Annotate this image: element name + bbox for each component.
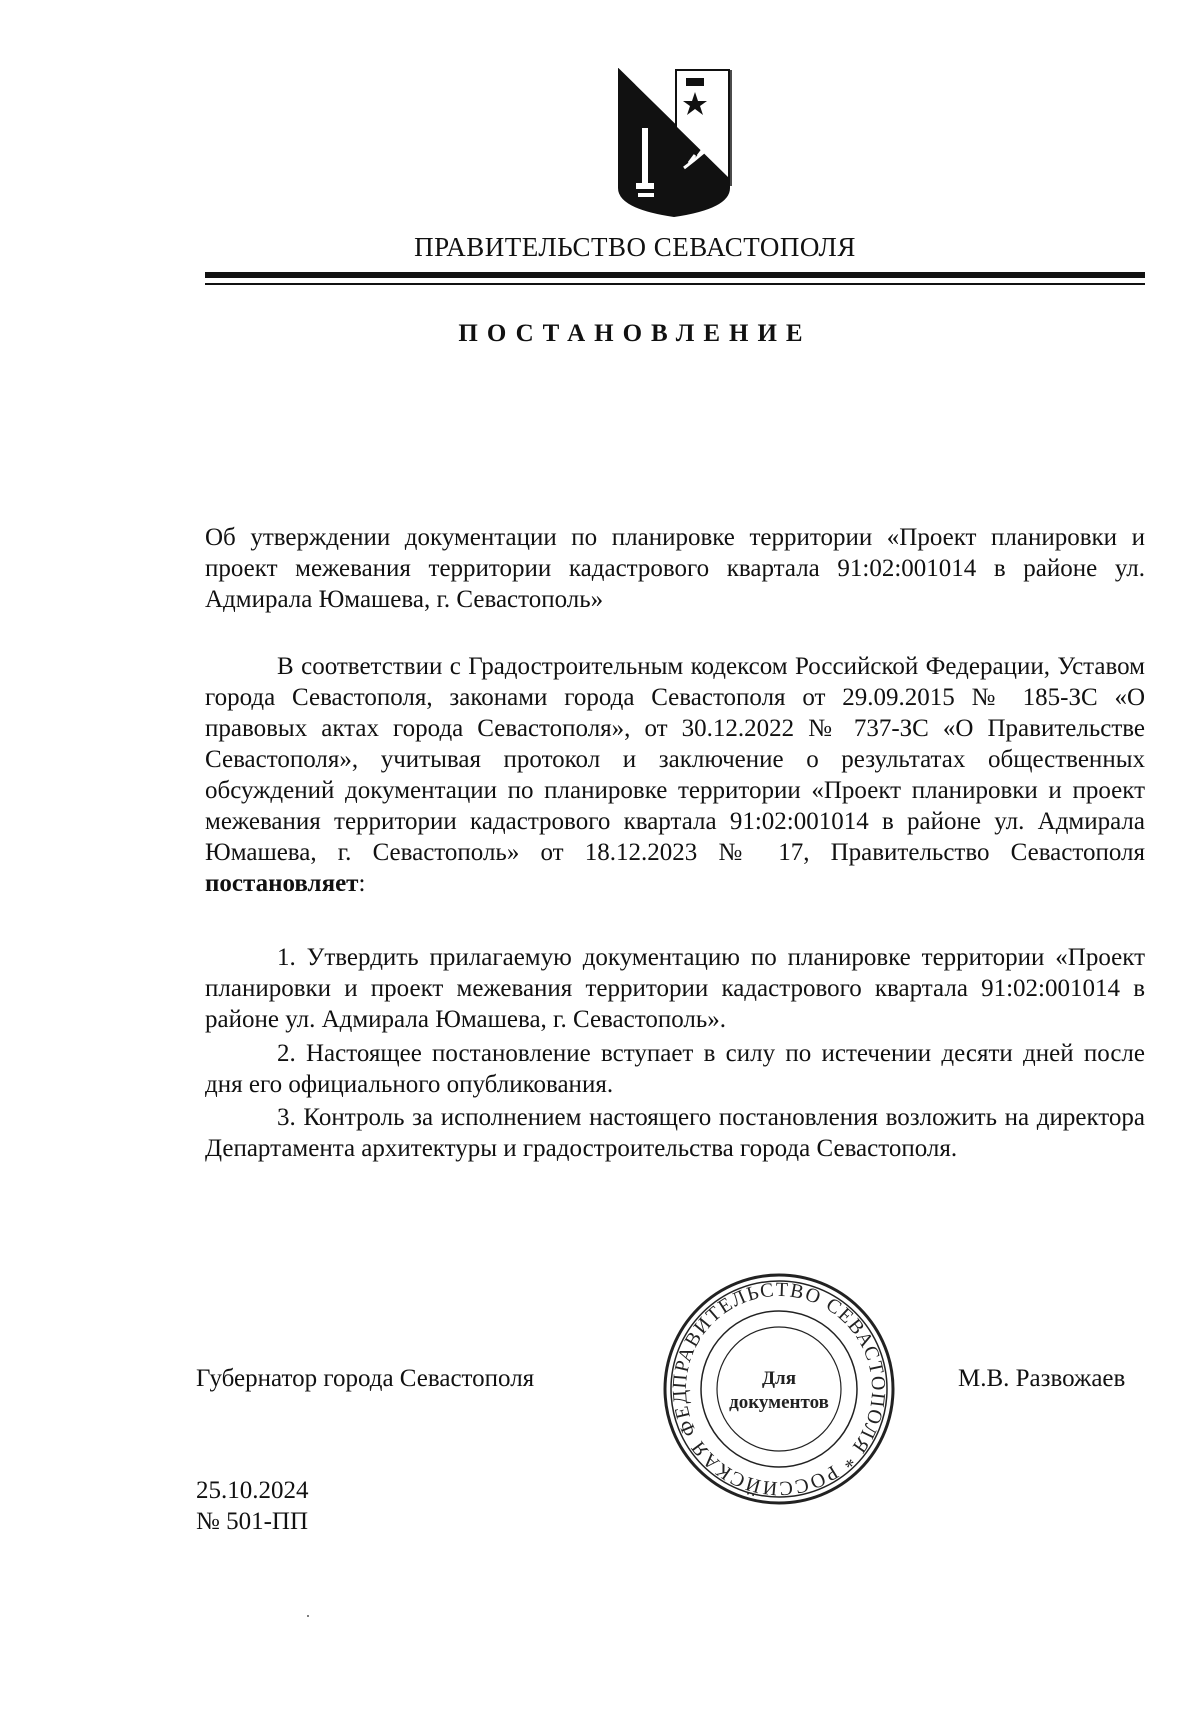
seal-center-line-2: документов — [729, 1392, 829, 1413]
resolution-item-1: 1. Утвердить прилагаемую документацию по планировке территории «Проект планировки и проект межевания территории кадастрового квартала 91:02:001014 в районе ул. Адмирала Юмашева, г. Севастополь». — [205, 944, 1145, 1033]
organization-header: ПРАВИТЕЛЬСТВО СЕВАСТОПОЛЯ — [414, 232, 856, 262]
seal-outer-text: ПРАВИТЕЛЬСТВО СЕВАСТОПОЛЯ * РОССИЙСКАЯ ФЕД — [668, 1278, 890, 1500]
signatory-name: М.В. Развожаев — [958, 1365, 1126, 1392]
document-subject: Об утверждении документации по планировке территории «Проект планировки и проект межевания территории кадастрового квартала 91:02:001014 в районе ул. Адмирала Юмашева, г. Севастополь» — [205, 524, 1145, 613]
signatory-title: Губернатор города Севастополя — [196, 1365, 535, 1392]
seal-center-line-1: Для — [761, 1368, 797, 1389]
resolves-word: постановляет — [205, 870, 359, 897]
scan-speck — [307, 1615, 309, 1617]
header-rule-thin — [205, 283, 1145, 285]
document-footer — [196, 1475, 309, 1537]
header-rule-thick — [205, 272, 1145, 278]
document-date: 25.10.2024 — [196, 1477, 309, 1504]
coat-of-arms-icon — [614, 68, 734, 220]
legal-basis-paragraph — [205, 651, 1145, 899]
official-seal — [660, 1270, 898, 1508]
resolution-item-3: 3. Контроль за исполнением настоящего постановления возложить на директора Департамента архитектуры и градостроительства города Севастополя. — [205, 1104, 1145, 1162]
resolution-item-2: 2. Настоящее постановление вступает в силу по истечении десяти дней после дня его официального опубликования. — [205, 1040, 1145, 1098]
legal-basis-text: В соответствии с Градостроительным кодексом Российской Федерации, Уставом города Севастополя, законами города Севастополя от 29.09.2015 № 185-ЗС «О правовых актах города Севастополя», от 30.12.2022 № 737-ЗС «О Правительстве Севастополя», учитывая протокол и заключение о результатах общественных обсуждений документации по планировке территории «Проект планировки и проект межевания территории кадастрового квартала 91:02:001014 в районе ул. Адмирала Юмашева, г. Севастополь» от 18.12.2023 № 17, Правительство Севастополя — [205, 653, 1145, 866]
document-type: ПОСТАНОВЛЕНИЕ — [458, 320, 812, 347]
document-number: № 501-ПП — [196, 1508, 309, 1535]
resolves-colon: : — [358, 870, 366, 897]
